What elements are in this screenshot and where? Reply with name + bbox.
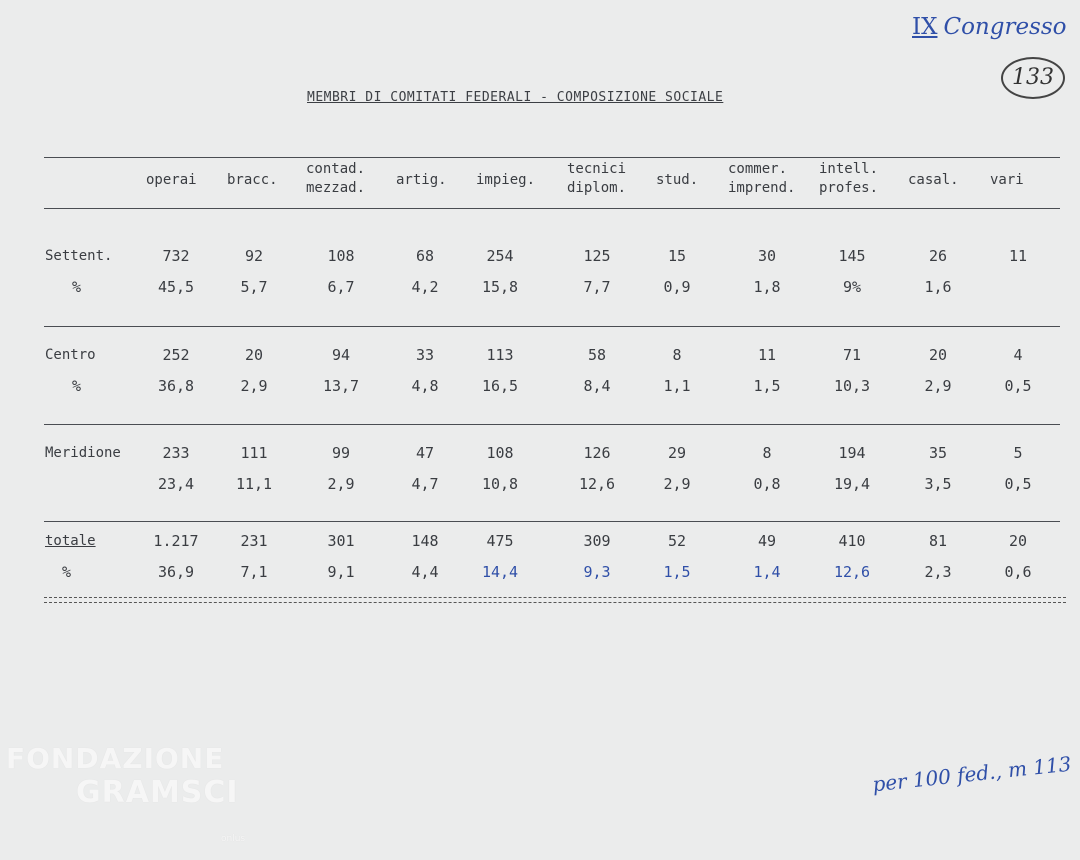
count-cell: 125 (583, 247, 611, 265)
count-cell: 52 (667, 532, 687, 550)
column-header (990, 171, 1024, 190)
row-divider (44, 326, 1060, 327)
page-number: 133 (1001, 57, 1065, 99)
percent-cell: 8,4 (583, 377, 611, 395)
column-header (819, 160, 878, 198)
row-divider (44, 521, 1060, 522)
column-header (567, 160, 626, 198)
row-divider (44, 424, 1060, 425)
column-header (227, 171, 278, 190)
count-cell: 33 (415, 346, 435, 364)
count-cell: 68 (415, 247, 435, 265)
count-cell: 58 (587, 346, 607, 364)
percent-label: % (72, 377, 82, 395)
count-cell: 20 (1008, 532, 1028, 550)
count-cell: 252 (162, 346, 190, 364)
count-cell: 20 (244, 346, 264, 364)
column-header-line: diplom. (567, 180, 627, 196)
table-bottom-double-rule (44, 597, 1066, 603)
percent-cell: 23,4 (157, 475, 195, 493)
column-header-line: artig. (396, 172, 447, 188)
percent-cell: 1,5 (753, 377, 781, 395)
count-cell: 732 (162, 247, 190, 265)
row-label: totale (45, 533, 96, 549)
count-cell: 475 (486, 532, 514, 550)
percent-cell: 1,6 (924, 278, 952, 296)
column-header-line: intell. (819, 161, 879, 177)
count-cell: 126 (583, 444, 611, 462)
percent-cell: 3,5 (924, 475, 952, 493)
percent-cell: 0,9 (663, 278, 691, 296)
column-header (306, 160, 365, 198)
percent-cell: 9,3 (583, 563, 611, 581)
percent-cell: 0,5 (1004, 377, 1032, 395)
column-header-line: casal. (908, 172, 959, 188)
count-cell: 99 (331, 444, 351, 462)
count-cell: 194 (838, 444, 866, 462)
column-header (396, 171, 447, 190)
count-cell: 113 (486, 346, 514, 364)
percent-cell: 2,9 (663, 475, 691, 493)
count-cell: 108 (327, 247, 355, 265)
count-cell: 148 (411, 532, 439, 550)
percent-cell: 1,1 (663, 377, 691, 395)
column-header-line: contad. (306, 161, 366, 177)
watermark-line2: GRAMSCI (76, 775, 239, 810)
row-label: Centro (45, 347, 96, 363)
count-cell: 254 (486, 247, 514, 265)
percent-cell: 1,5 (663, 563, 691, 581)
count-cell: 145 (838, 247, 866, 265)
percent-label: % (72, 278, 82, 296)
percent-label: % (62, 563, 72, 581)
congress-roman: IX (912, 14, 938, 40)
percent-cell: 0,8 (753, 475, 781, 493)
count-cell: 15 (667, 247, 687, 265)
column-header-line: bracc. (227, 172, 278, 188)
column-header (476, 171, 535, 190)
table-top-rule (44, 157, 1060, 158)
count-cell: 233 (162, 444, 190, 462)
percent-cell: 0,5 (1004, 475, 1032, 493)
percent-cell: 9% (842, 278, 862, 296)
handwritten-note: per 100 fed., m 113 (871, 751, 1073, 797)
column-header-line: mezzad. (306, 180, 366, 196)
count-cell: 108 (486, 444, 514, 462)
fondazione-gramsci-watermark (6, 742, 246, 844)
count-cell: 20 (928, 346, 948, 364)
column-header (656, 171, 698, 190)
percent-cell: 16,5 (481, 377, 519, 395)
count-cell: 8 (672, 346, 682, 364)
count-cell: 11 (1008, 247, 1028, 265)
column-header (146, 171, 197, 190)
percent-cell: 45,5 (157, 278, 195, 296)
count-cell: 410 (838, 532, 866, 550)
count-cell: 4 (1013, 346, 1023, 364)
percent-cell: 6,7 (327, 278, 355, 296)
count-cell: 71 (842, 346, 862, 364)
column-header-line: commer. (728, 161, 788, 177)
percent-cell: 1,4 (753, 563, 781, 581)
percent-cell: 2,3 (924, 563, 952, 581)
row-label: Settent. (45, 248, 113, 264)
document-title: MEMBRI DI COMITATI FEDERALI - COMPOSIZIONE SOCIALE (307, 90, 724, 105)
count-cell: 35 (928, 444, 948, 462)
count-cell: 231 (240, 532, 268, 550)
percent-cell: 7,1 (240, 563, 268, 581)
column-header (908, 171, 959, 190)
count-cell: 8 (762, 444, 772, 462)
percent-cell: 15,8 (481, 278, 519, 296)
percent-cell: 19,4 (833, 475, 871, 493)
percent-cell: 12,6 (578, 475, 616, 493)
percent-cell: 36,9 (157, 563, 195, 581)
percent-cell: 36,8 (157, 377, 195, 395)
percent-cell: 0,6 (1004, 563, 1032, 581)
percent-cell: 4,4 (411, 563, 439, 581)
column-header-line: imprend. (728, 180, 796, 196)
count-cell: 47 (415, 444, 435, 462)
count-cell: 29 (667, 444, 687, 462)
count-cell: 111 (240, 444, 268, 462)
column-header (728, 160, 795, 198)
count-cell: 1.217 (153, 532, 199, 550)
column-header-line: tecnici (567, 161, 627, 177)
count-cell: 92 (244, 247, 264, 265)
count-cell: 5 (1013, 444, 1023, 462)
count-cell: 309 (583, 532, 611, 550)
congress-annotation (912, 14, 1067, 40)
count-cell: 94 (331, 346, 351, 364)
column-header-line: operai (146, 172, 197, 188)
count-cell: 81 (928, 532, 948, 550)
percent-cell: 13,7 (322, 377, 360, 395)
column-header-line: impieg. (476, 172, 536, 188)
percent-cell: 1,8 (753, 278, 781, 296)
percent-cell: 9,1 (327, 563, 355, 581)
watermark-line1: FONDAZIONE (6, 742, 225, 775)
percent-cell: 10,8 (481, 475, 519, 493)
count-cell: 26 (928, 247, 948, 265)
count-cell: 49 (757, 532, 777, 550)
count-cell: 30 (757, 247, 777, 265)
percent-cell: 12,6 (833, 563, 871, 581)
count-cell: 11 (757, 346, 777, 364)
percent-cell: 4,2 (411, 278, 439, 296)
percent-cell: 7,7 (583, 278, 611, 296)
column-header-line: stud. (656, 172, 699, 188)
percent-cell: 4,7 (411, 475, 439, 493)
watermark-line3: onlus (221, 834, 246, 844)
count-cell: 301 (327, 532, 355, 550)
column-header-line: vari (990, 172, 1024, 188)
percent-cell: 2,9 (327, 475, 355, 493)
congress-word: Congresso (943, 14, 1067, 40)
percent-cell: 5,7 (240, 278, 268, 296)
header-bottom-rule (44, 208, 1060, 209)
row-label: Meridione (45, 445, 121, 461)
percent-cell: 2,9 (924, 377, 952, 395)
percent-cell: 11,1 (235, 475, 273, 493)
column-header-line: profes. (819, 180, 879, 196)
percent-cell: 2,9 (240, 377, 268, 395)
percent-cell: 10,3 (833, 377, 871, 395)
percent-cell: 4,8 (411, 377, 439, 395)
percent-cell: 14,4 (481, 563, 519, 581)
